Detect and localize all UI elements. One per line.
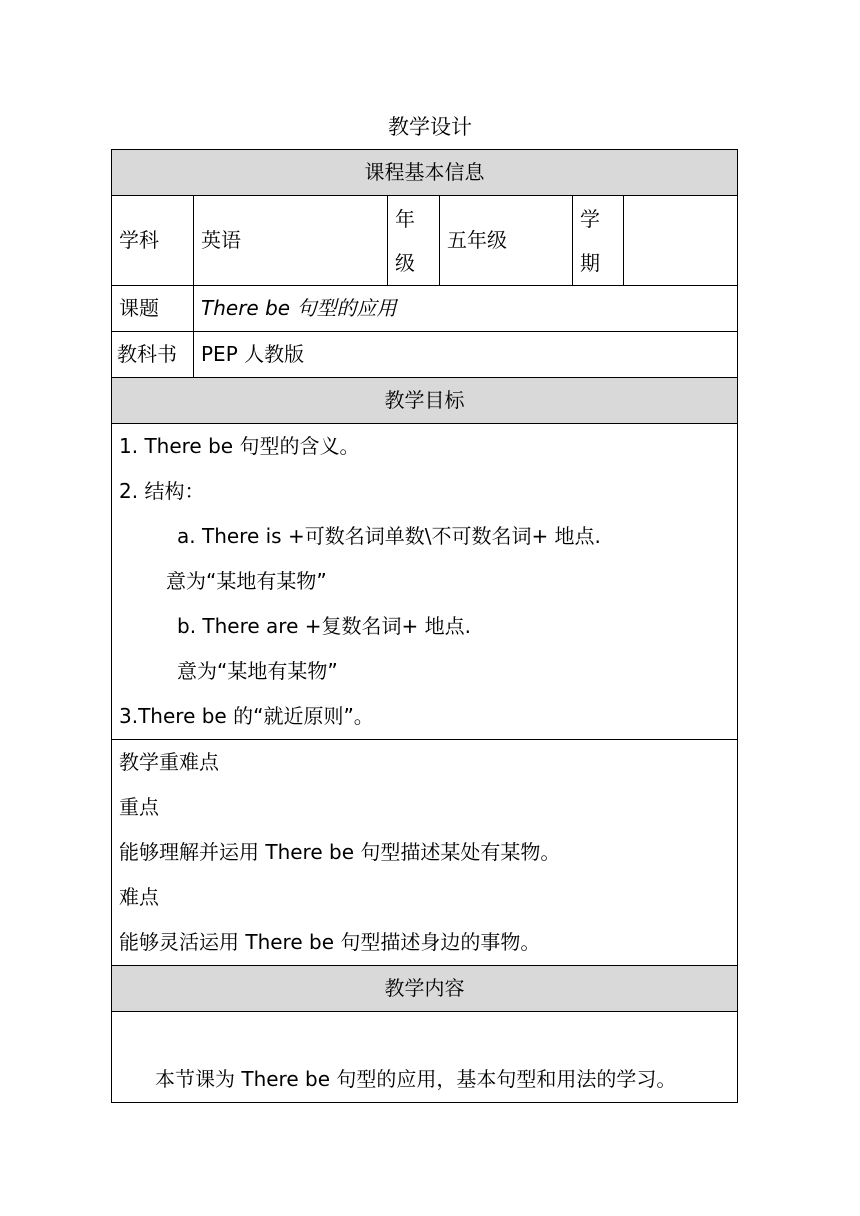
term-label-line-2: 期: [580, 250, 600, 275]
topic-value: There be 句型的应用: [194, 286, 738, 332]
content-row: [112, 1012, 738, 1103]
basic-info-header-row: [112, 150, 738, 196]
textbook-row: [112, 332, 738, 378]
term-label-line-1: 学: [580, 206, 600, 231]
difficulty-label: 难点: [119, 885, 159, 909]
key-points-cell: [112, 740, 738, 966]
document-title: 教学设计: [388, 115, 472, 139]
subject-grade-term-row: [112, 196, 738, 286]
key-points-row: [112, 740, 738, 966]
objectives-cell: [112, 424, 738, 740]
content-spacer: [119, 1012, 730, 1057]
textbook-label: 教科书: [112, 332, 194, 378]
term-label: [573, 196, 624, 286]
objectives-header-row: [112, 378, 738, 424]
subject-label: 学科: [112, 196, 194, 286]
grade-value: 五年级: [440, 196, 573, 286]
topic-label: 课题: [112, 286, 194, 332]
focus-text: 能够理解并运用 There be 句型描述某处有某物。: [119, 840, 561, 864]
grade-label-line-2: 级: [395, 250, 415, 275]
textbook-value: PEP 人教版: [194, 332, 738, 378]
objective-line: 2. 结构：: [119, 479, 205, 503]
term-value: [624, 196, 738, 286]
grade-label: [388, 196, 440, 286]
objective-line: 意为“某地有某物”: [177, 659, 338, 683]
objective-line: a. There is +可数名词单数\不可数名词+ 地点.: [177, 524, 601, 548]
objective-line: 1. There be 句型的含义。: [119, 434, 360, 458]
objective-line: b. There are +复数名词+ 地点.: [177, 614, 471, 638]
subject-value: 英语: [194, 196, 388, 286]
content-header: 教学内容: [112, 966, 738, 1012]
grade-label-line-1: 年: [395, 206, 415, 231]
content-cell: [112, 1012, 738, 1103]
lesson-plan-table: [111, 149, 738, 1103]
difficulty-text: 能够灵活运用 There be 句型描述身边的事物。: [119, 930, 541, 954]
objective-line: 意为“某地有某物”: [166, 569, 327, 593]
content-header-row: [112, 966, 738, 1012]
focus-label: 重点: [119, 795, 159, 819]
topic-row: [112, 286, 738, 332]
content-text: 本节课为 There be 句型的应用，基本句型和用法的学习。: [155, 1067, 677, 1091]
basic-info-header: 课程基本信息: [112, 150, 738, 196]
objectives-header: 教学目标: [112, 378, 738, 424]
objective-line: 3.There be 的“就近原则”。: [119, 704, 374, 728]
key-points-heading: 教学重难点: [119, 750, 219, 774]
objectives-row: [112, 424, 738, 740]
